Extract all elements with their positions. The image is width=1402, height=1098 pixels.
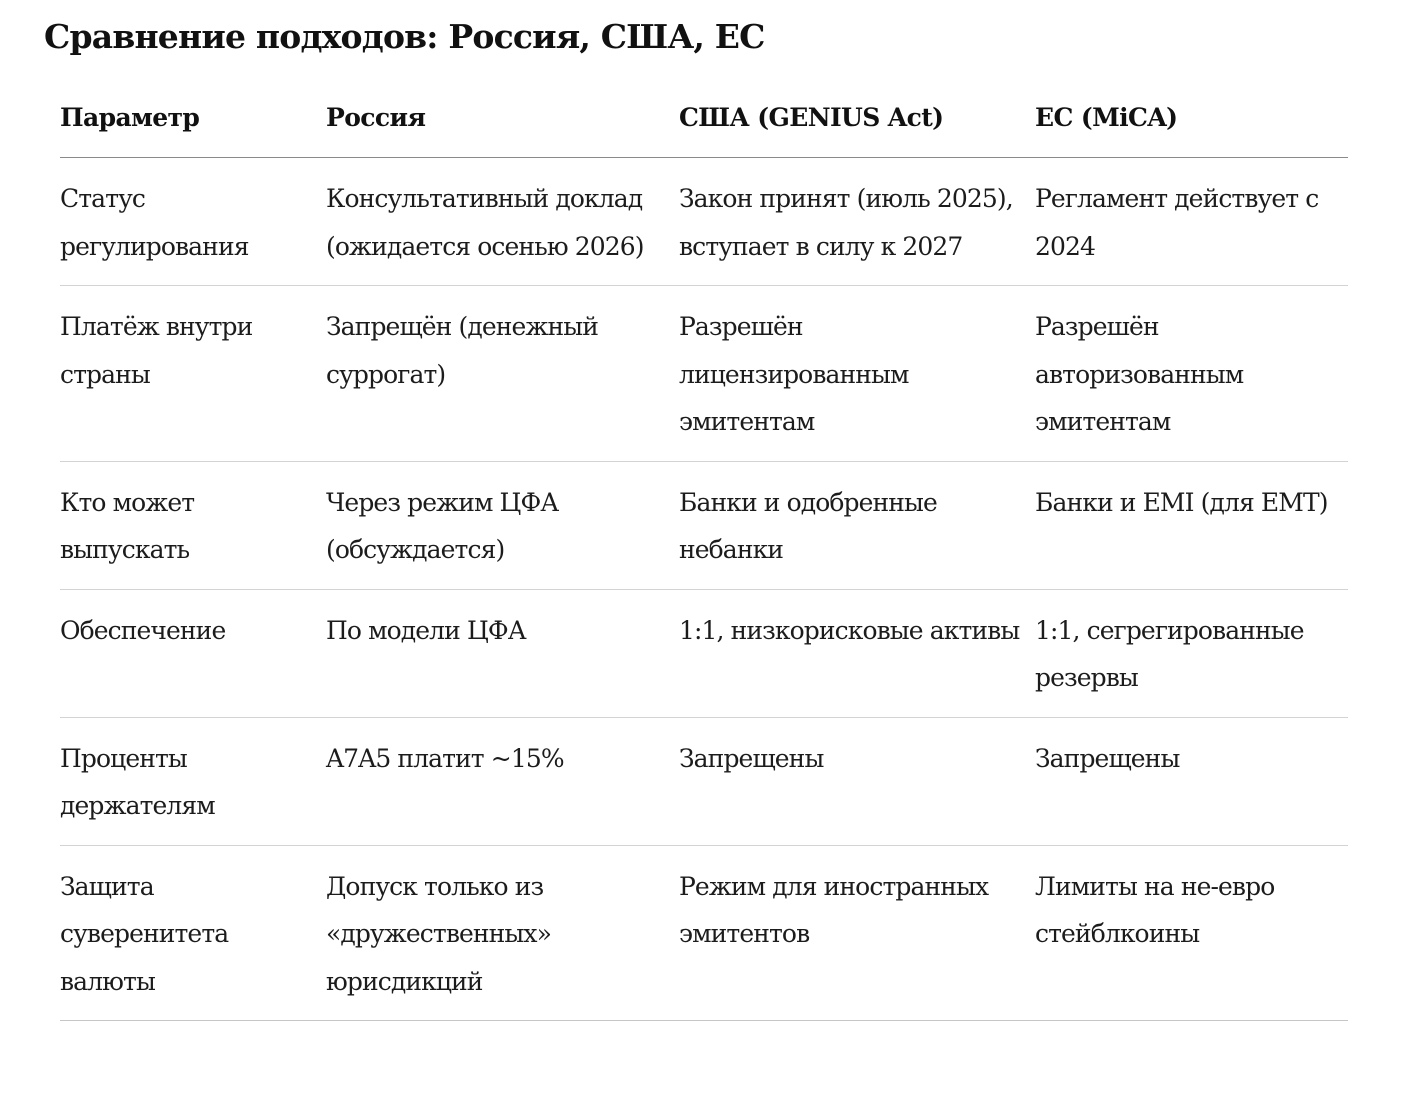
cell-parameter: Защита суверенитета валюты <box>60 845 326 1021</box>
cell-eu: Лимиты на не-евро стейблкоины <box>1035 845 1348 1021</box>
cell-parameter: Обеспечение <box>60 589 326 717</box>
cell-usa: Банки и одобренные небанки <box>679 461 1035 589</box>
cell-usa: Разрешён лицензированным эмитентам <box>679 286 1035 462</box>
page-title: Сравнение подходов: Россия, США, ЕС <box>44 17 765 56</box>
cell-eu: 1:1, сегрегированные резервы <box>1035 589 1348 717</box>
cell-parameter: Проценты держателям <box>60 717 326 845</box>
column-header-usa: США (GENIUS Act) <box>679 84 1035 158</box>
cell-russia: Допуск только из «дружественных» юрисдикций <box>326 845 679 1021</box>
cell-parameter: Кто может выпускать <box>60 461 326 589</box>
table-row <box>60 717 1348 845</box>
cell-eu: Запрещены <box>1035 717 1348 845</box>
cell-usa: Запрещены <box>679 717 1035 845</box>
cell-parameter: Платёж внутри страны <box>60 286 326 462</box>
cell-parameter: Статус регулирования <box>60 158 326 286</box>
cell-eu: Банки и EMI (для EMT) <box>1035 461 1348 589</box>
cell-russia: Консультативный доклад (ожидается осенью 2026) <box>326 158 679 286</box>
header-row <box>60 84 1348 158</box>
cell-eu: Разрешён авторизованным эмитентам <box>1035 286 1348 462</box>
cell-russia: Через режим ЦФА (обсуждается) <box>326 461 679 589</box>
cell-russia: A7A5 платит ~15% <box>326 717 679 845</box>
cell-usa: Закон принят (июль 2025), вступает в силу к 2027 <box>679 158 1035 286</box>
cell-russia: По модели ЦФА <box>326 589 679 717</box>
table-row <box>60 158 1348 286</box>
column-header-parameter: Параметр <box>60 84 326 158</box>
cell-russia: Запрещён (денежный суррогат) <box>326 286 679 462</box>
table-row <box>60 286 1348 462</box>
table-row <box>60 845 1348 1021</box>
column-header-eu: ЕС (MiCA) <box>1035 84 1348 158</box>
cell-usa: Режим для иностранных эмитентов <box>679 845 1035 1021</box>
comparison-table <box>60 84 1348 1021</box>
table-row <box>60 589 1348 717</box>
cell-eu: Регламент действует с 2024 <box>1035 158 1348 286</box>
cell-usa: 1:1, низкорисковые активы <box>679 589 1035 717</box>
table-body <box>60 158 1348 1021</box>
table-row <box>60 461 1348 589</box>
column-header-russia: Россия <box>326 84 679 158</box>
table-header <box>60 84 1348 158</box>
